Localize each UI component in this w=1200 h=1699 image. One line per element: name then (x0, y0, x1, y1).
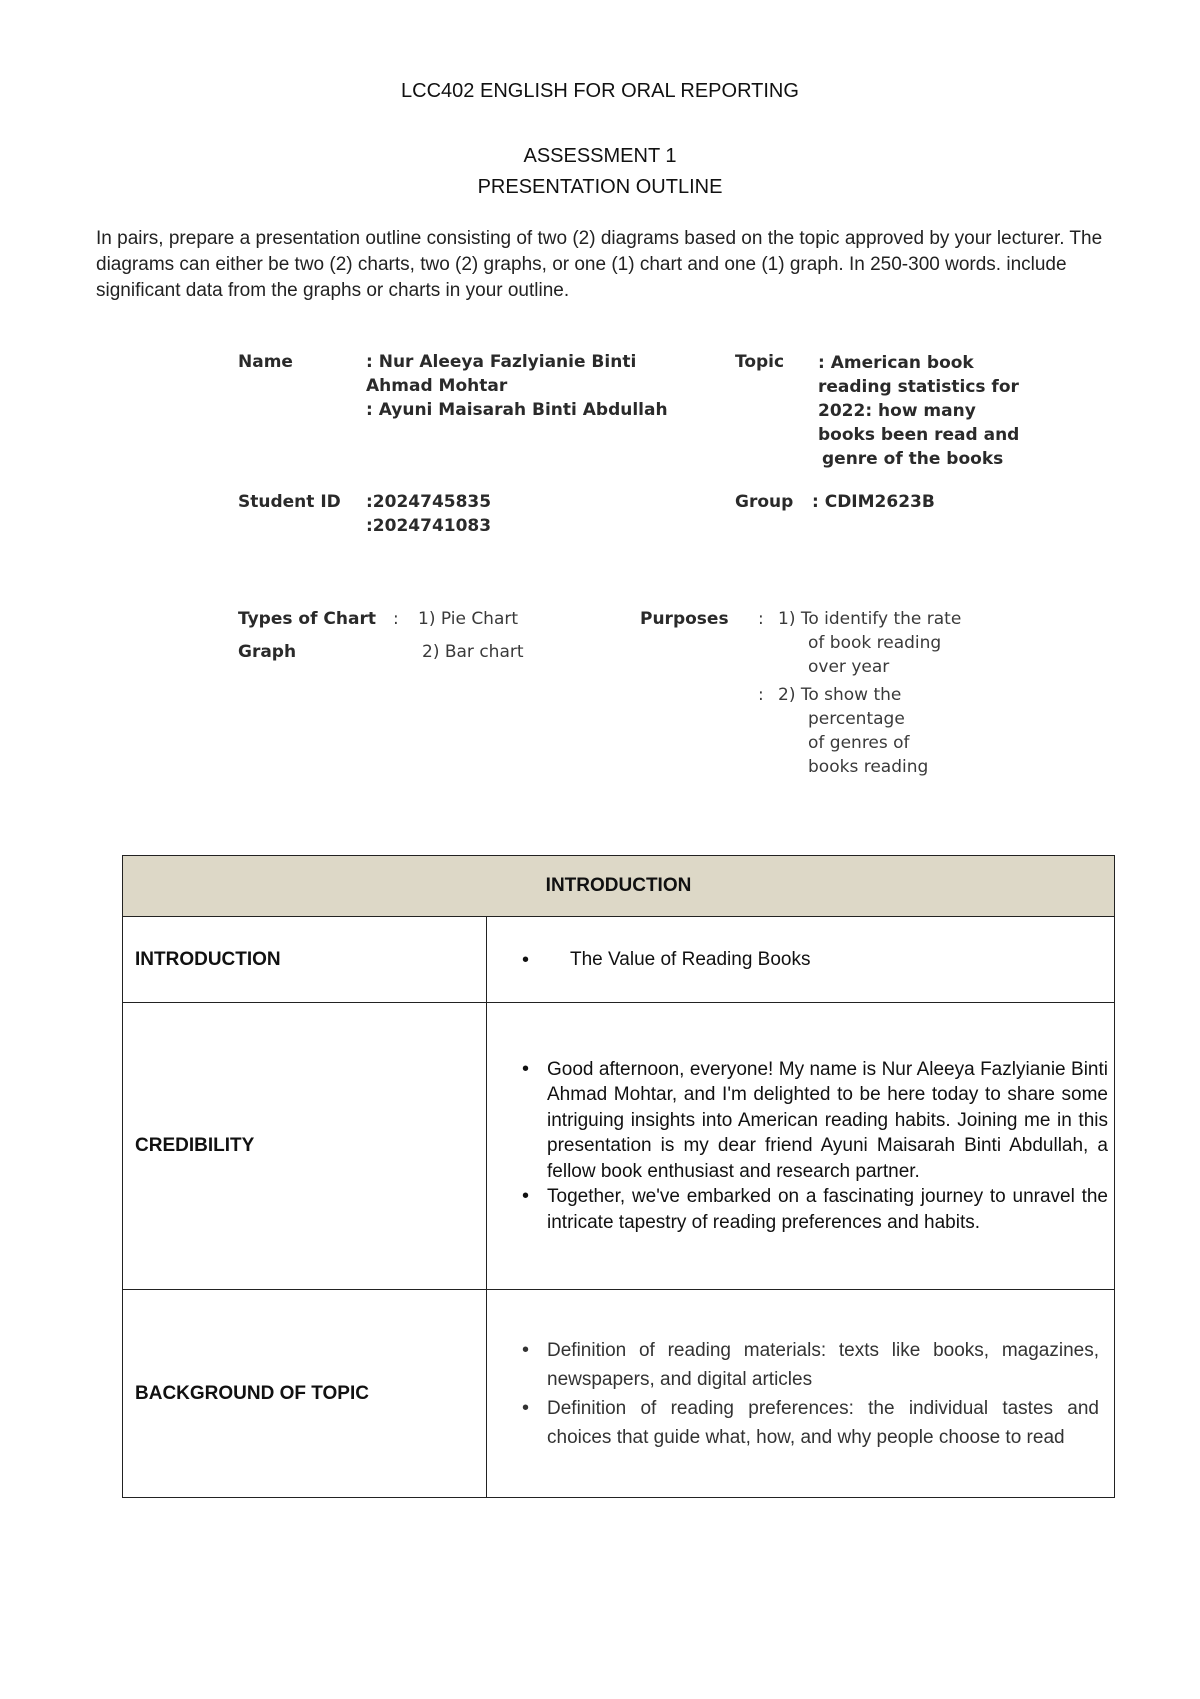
purpose-2-line-4: books reading (808, 757, 929, 777)
purpose-colon-2: : (758, 685, 764, 705)
list-item: • The Value of Reading Books (487, 949, 1108, 971)
name-line-3: : Ayuni Maisarah Binti Abdullah (366, 400, 668, 420)
types-of-chart-label: Types of Chart (238, 609, 376, 629)
topic-line-4: books been read and (818, 425, 1020, 445)
chart-type-2: 2) Bar chart (422, 642, 524, 662)
names-value (366, 350, 668, 422)
row-label-credibility: CREDIBILITY (123, 1003, 487, 1290)
group-label: Group (735, 492, 794, 512)
topic-line-3: 2022: how many (818, 401, 976, 421)
assessment-subtitle: PRESENTATION OUTLINE (477, 176, 723, 198)
list-item: • Definition of reading materials: texts like books, magazines, newspapers, and digital articles (487, 1336, 1099, 1394)
topic-line-5: genre of the books (822, 449, 1004, 469)
student-id-label: Student ID (238, 492, 341, 512)
student-id-2: :2024741083 (366, 516, 492, 536)
purpose-1 (778, 607, 961, 679)
name-line-2: Ahmad Mohtar (366, 376, 508, 396)
topic-label: Topic (735, 352, 785, 372)
group-value: : CDIM2623B (812, 492, 935, 512)
row-label-introduction: INTRODUCTION (123, 917, 487, 1003)
name-line-1: : Nur Aleeya Fazlyianie Binti (366, 352, 637, 372)
outline-table (122, 855, 1115, 1498)
student-id-1: :2024745835 (366, 492, 492, 512)
purpose-2-line-3: of genres of (808, 733, 910, 753)
name-label: Name (238, 352, 293, 372)
types-colon: : (393, 609, 399, 629)
purpose-2-line-2: percentage (808, 709, 905, 729)
course-title: LCC402 ENGLISH FOR ORAL REPORTING (401, 80, 799, 102)
purpose-2-line-1: 2) To show the (778, 685, 902, 705)
assessment-title (0, 141, 1200, 203)
list-item: • Good afternoon, everyone! My name is Nur Aleeya Fazlyianie Binti Ahmad Mohtar, and I'm delighted to be here today to share some intriguing insights into American reading habits. Joining me in this presentation is my dear friend Ayuni Maisarah Binti Abdullah, a fellow book enthusiast and research partner. (487, 1057, 1108, 1185)
assessment-number: ASSESSMENT 1 (523, 145, 677, 167)
purposes-label: Purposes (640, 609, 729, 629)
chart-type-1: 1) Pie Chart (418, 609, 519, 629)
instructions-paragraph: In pairs, prepare a presentation outline consisting of two (2) diagrams based on the topic approved by your lecturer. The diagrams can either be two (2) charts, two (2) graphs, or one (1) chart and one (1) graph. In 250-300 words. include significant data from the graphs or charts in your outline. (96, 228, 1103, 301)
purpose-2 (778, 683, 928, 779)
student-id-values (366, 490, 491, 538)
row-content-credibility (487, 1003, 1115, 1290)
purpose-1-line-1: 1) To identify the rate (778, 609, 962, 629)
purpose-1-line-3: over year (808, 657, 890, 677)
list-item: • Definition of reading preferences: the individual tastes and choices that guide what, how, and why people choose to read (487, 1394, 1099, 1452)
purpose-colon-1: : (758, 609, 764, 629)
purpose-1-line-2: of book reading (808, 633, 942, 653)
table-row (123, 1290, 1115, 1498)
table-header: INTRODUCTION (123, 856, 1115, 917)
topic-value (818, 351, 1019, 471)
table-row (123, 1003, 1115, 1290)
row-content-introduction (487, 917, 1115, 1003)
row-content-background (487, 1290, 1115, 1498)
table-row (123, 917, 1115, 1003)
row-label-background: BACKGROUND OF TOPIC (123, 1290, 487, 1498)
topic-line-2: reading statistics for (818, 377, 1019, 397)
topic-line-1: : American book (818, 353, 974, 373)
graph-label: Graph (238, 642, 297, 662)
list-item: • Together, we've embarked on a fascinating journey to unravel the intricate tapestry of reading preferences and habits. (487, 1184, 1108, 1235)
